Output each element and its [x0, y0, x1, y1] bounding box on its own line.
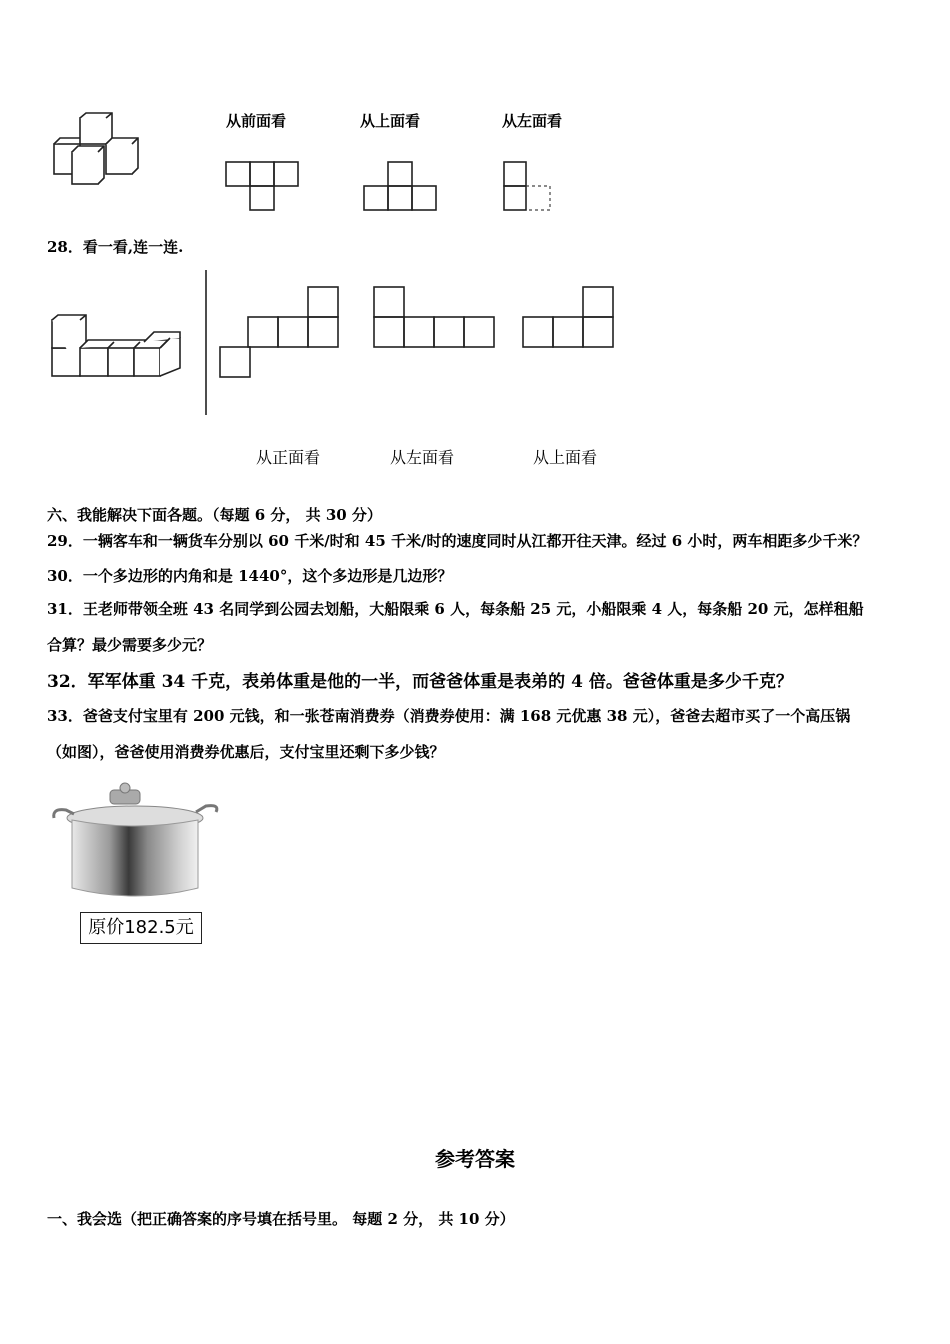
view-label-top: 从上面看 [360, 112, 421, 130]
view-option-front: 从正面看 [256, 448, 321, 467]
cube-row-figure-28 [48, 312, 188, 382]
option-shape-2 [372, 285, 497, 350]
answers-title: 参考答案 [435, 1147, 515, 1171]
question-31-line1: 31．王老师带领全班 43 名同学到公园去划船，大船限乘 6 人，每条船 25 元，小船限乘 4 人，每条船 20 元，怎样租船 [47, 600, 864, 618]
question-28: 28．看一看,连一连. [47, 238, 184, 256]
pot-price-label: 原价182.5元 [80, 912, 202, 944]
question-30: 30．一个多边形的内角和是 1440°，这个多边形是几边形？ [47, 567, 453, 585]
view-label-front: 从前面看 [226, 112, 287, 130]
answers-section-1: 一、我会选（把正确答案的序号填在括号里。 每题 2 分， 共 10 分） [47, 1210, 515, 1228]
view-label-left: 从左面看 [502, 112, 563, 130]
question-32: 32．军军体重 34 千克，表弟体重是他的一半，而爸爸体重是表弟的 4 倍。爸爸体重是多少千克？ [47, 672, 793, 692]
question-33-line1: 33．爸爸支付宝里有 200 元钱，和一张苍南消费券（消费券使用：满 168 元优惠 38 元），爸爸去超市买了一个高压锅 [47, 707, 851, 725]
question-33-line2: （如图），爸爸使用消费券优惠后，支付宝里还剩下多少钱？ [47, 743, 445, 761]
cube-stack-figure-top [50, 108, 150, 188]
view-option-top: 从上面看 [533, 448, 598, 467]
section-6-heading: 六、我能解决下面各题。（每题 6 分， 共 30 分） [47, 506, 382, 524]
option-shape-1 [218, 285, 343, 380]
left-view-shape [502, 160, 562, 220]
pressure-cooker-picture [50, 780, 220, 905]
front-view-shape [224, 158, 304, 213]
divider-line-28 [204, 270, 208, 415]
view-option-left: 从左面看 [390, 448, 455, 467]
option-shape-3 [521, 285, 621, 350]
top-view-shape [362, 160, 442, 220]
question-31-line2: 合算？最少需要多少元？ [47, 636, 213, 654]
question-29: 29．一辆客车和一辆货车分别以 60 千米/时和 45 千米/时的速度同时从江都开往天津。经过 6 小时，两车相距多少千米？ [47, 532, 868, 550]
